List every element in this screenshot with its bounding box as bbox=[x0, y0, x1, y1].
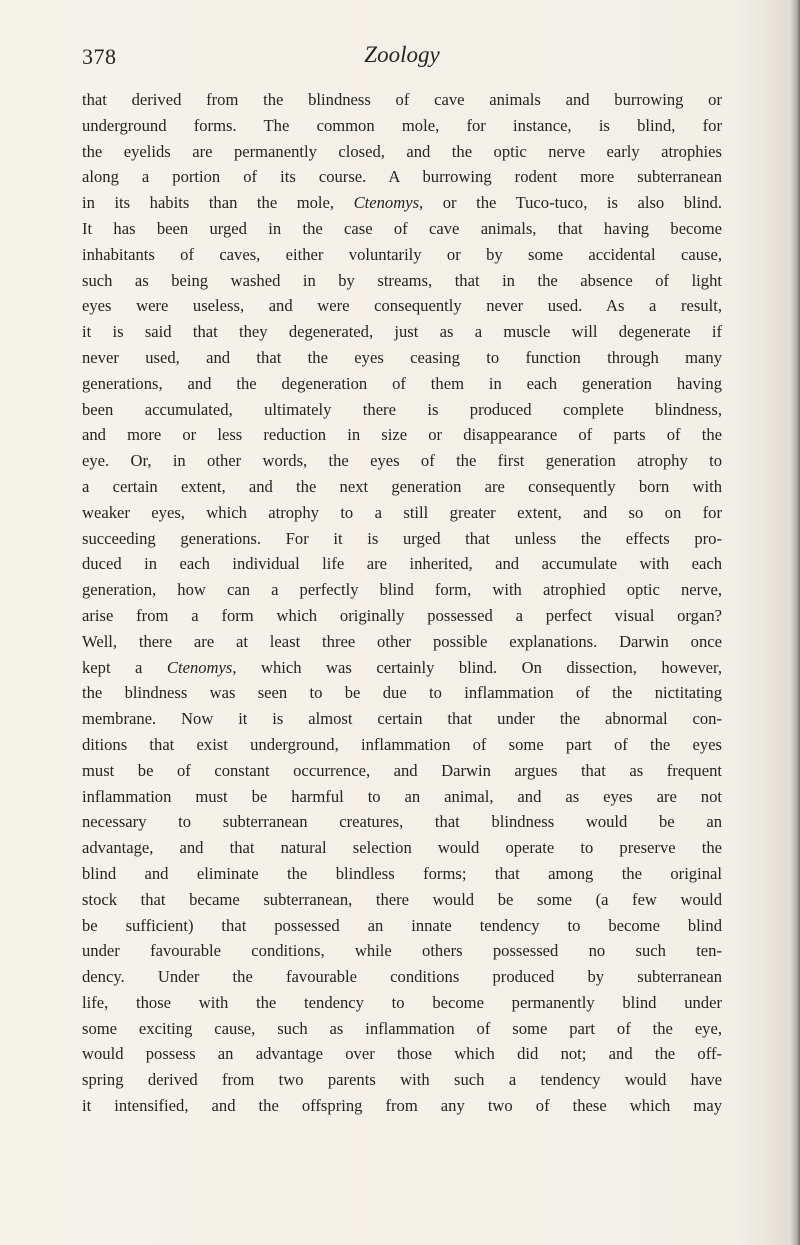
text-line: underground forms. The common mole, for instance, is blind, for bbox=[82, 115, 722, 135]
text-line: succeeding generations. For it is urged that unless the effects pro- bbox=[82, 528, 722, 548]
text-line: eyes were useless, and were consequently never used. As a result, bbox=[82, 296, 722, 316]
body-text bbox=[82, 87, 722, 1119]
text-line: the blindness was seen to be due to inflammation of the nictitating bbox=[82, 683, 722, 703]
text-line: some exciting cause, such as inflammation of some part of the eye, bbox=[82, 1018, 722, 1038]
text-line: a certain extent, and the next generation are consequently born with bbox=[82, 476, 722, 496]
text-line: weaker eyes, which atrophy to a still greater extent, and so on for bbox=[82, 502, 722, 522]
text-line: advantage, and that natural selection would operate to preserve the bbox=[82, 838, 722, 858]
text-line: never used, and that the eyes ceasing to function through many bbox=[82, 347, 722, 367]
text-line: generations, and the degeneration of them in each generation having bbox=[82, 373, 722, 393]
text-line: spring derived from two parents with such a tendency would have bbox=[82, 1070, 722, 1090]
text-line: the eyelids are permanently closed, and the optic nerve early atrophies bbox=[82, 141, 722, 161]
text-line: it intensified, and the offspring from any two of these which may bbox=[82, 1096, 722, 1116]
running-title: Zoology bbox=[364, 42, 440, 67]
text-line: dency. Under the favourable conditions produced by subterranean bbox=[82, 967, 722, 987]
text-line: and more or less reduction in size or disappearance of parts of the bbox=[82, 425, 722, 445]
text-line: stock that became subterranean, there would be some (a few would bbox=[82, 889, 722, 909]
text-line: duced in each individual life are inherited, and accumulate with each bbox=[82, 554, 722, 574]
text-line: membrane. Now it is almost certain that under the abnormal con- bbox=[82, 709, 722, 729]
text-line: under favourable conditions, while others possessed no such ten- bbox=[82, 941, 722, 961]
text-line: eye. Or, in other words, the eyes of the first generation atrophy to bbox=[82, 451, 722, 471]
page-header bbox=[82, 40, 722, 80]
text-line: inflammation must be harmful to an animal, and as eyes are not bbox=[82, 786, 722, 806]
page-edge-shadow bbox=[790, 0, 800, 1245]
page-number: 378 bbox=[82, 44, 117, 69]
text-line: would possess an advantage over those which did not; and the off- bbox=[82, 1044, 722, 1064]
text-line: been accumulated, ultimately there is produced complete blindness, bbox=[82, 399, 722, 419]
text-line: Well, there are at least three other possible explanations. Darwin once bbox=[82, 631, 722, 651]
text-line: It has been urged in the case of cave animals, that having become bbox=[82, 218, 722, 238]
text-line: in its habits than the mole, Ctenomys, or the Tuco-tuco, is also blind. bbox=[82, 193, 722, 213]
text-line: arise from a form which originally possessed a perfect visual organ? bbox=[82, 605, 722, 625]
text-line: generation, how can a perfectly blind form, with atrophied optic nerve, bbox=[82, 580, 722, 600]
text-line: such as being washed in by streams, that in the absence of light bbox=[82, 270, 722, 290]
text-line: blind and eliminate the blindless forms; that among the original bbox=[82, 863, 722, 883]
text-line: kept a Ctenomys, which was certainly blind. On dissection, however, bbox=[82, 657, 723, 677]
text-line: be sufficient) that possessed an innate tendency to become blind bbox=[82, 915, 722, 935]
text-line: ditions that exist underground, inflammation of some part of the eyes bbox=[82, 734, 722, 754]
text-line: necessary to subterranean creatures, that blindness would be an bbox=[82, 812, 722, 832]
text-line: must be of constant occurrence, and Darwin argues that as frequent bbox=[82, 760, 722, 780]
text-line: that derived from the blindness of cave animals and burrowing or bbox=[82, 90, 722, 109]
text-line: it is said that they degenerated, just as a muscle will degenerate if bbox=[82, 322, 722, 342]
text-line: inhabitants of caves, either voluntarily or by some accidental cause, bbox=[82, 244, 722, 264]
text-line: along a portion of its course. A burrowing rodent more subterranean bbox=[82, 167, 722, 187]
text-line: life, those with the tendency to become permanently blind under bbox=[82, 992, 722, 1012]
